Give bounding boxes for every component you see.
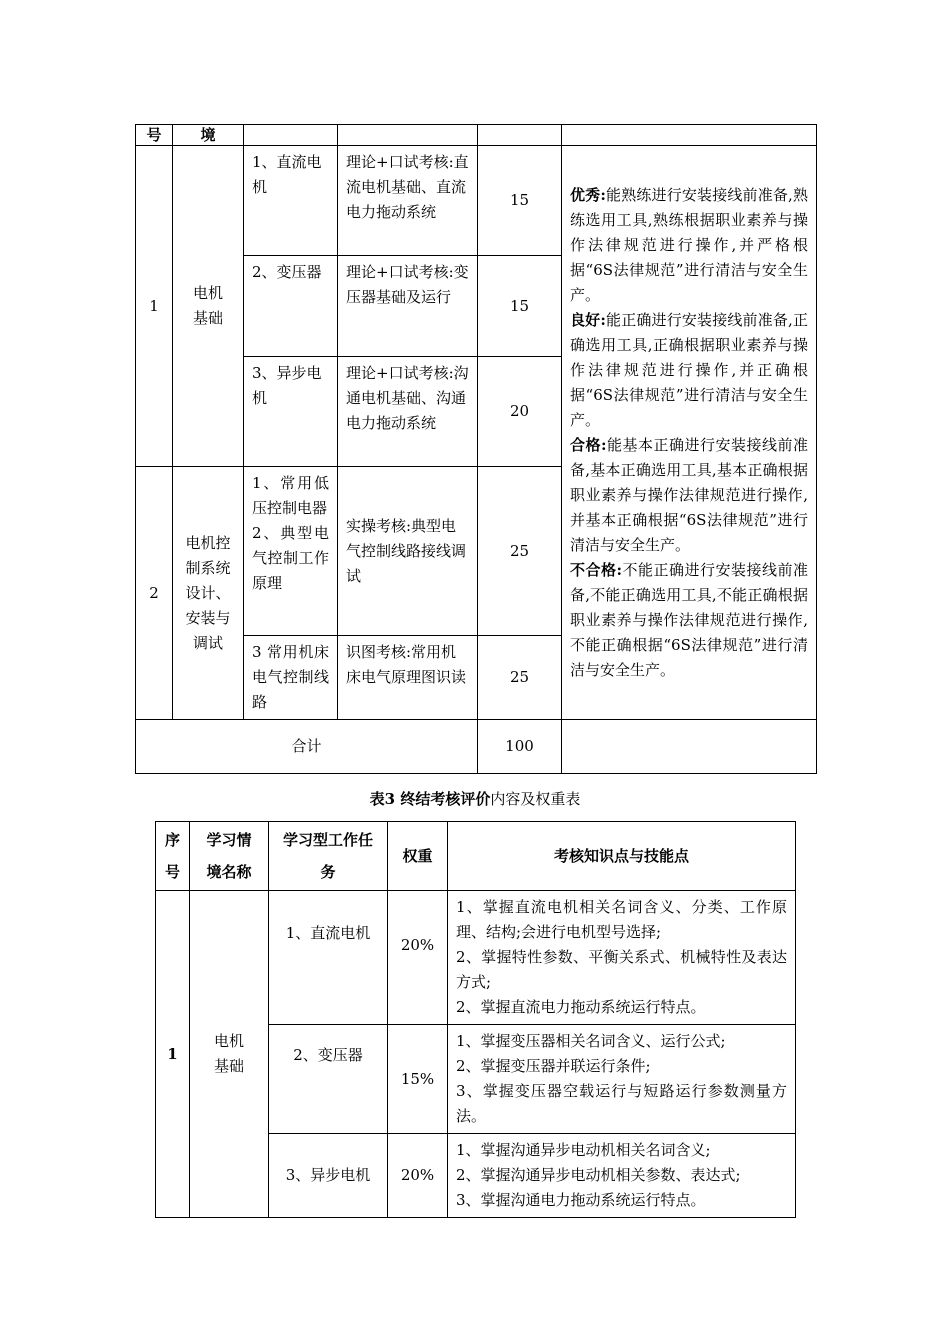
assessment-cell: 理论+口试考核:变压器基础及运行 [338,256,478,357]
eval-fail [570,558,808,683]
eval-text: 能正确进行安装接线前准备,正确选用工具,正确根据职业素养与操作法律规范进行操作,并正确根据“6S法律规范”进行清洁与安全生产。 [570,310,808,429]
seq-cell: 1 [156,891,190,1218]
seq-cell: 1 [136,146,173,467]
total-row [136,720,817,774]
total-label: 合计 [136,720,478,774]
assessment-cell: 理论+口试考核:沟通电机基础、沟通电力拖动系统 [338,357,478,467]
score-cell: 25 [478,467,562,636]
header-empty-cell [562,125,817,146]
assessment-cell: 理论+口试考核:直流电机基础、直流电力拖动系统 [338,146,478,256]
caption-bold: 表3 终结考核评价 [369,790,491,808]
header-points: 考核知识点与技能点 [448,822,796,891]
seq-cell: 2 [136,467,173,720]
points-cell: 1、掌握变压器相关名词含义、运行公式; 2、掌握变压器并联运行条件; 3、掌握变压器空载运行与短路运行参数测量方法。 [448,1025,796,1134]
table-header-row [156,822,796,891]
eval-level-label: 优秀: [570,185,606,204]
evaluation-criteria-cell [562,146,817,720]
eval-text: 不能正确进行安装接线前准备,不能正确选用工具,不能正确根据职业素养与操作法律规范进行操作,不能正确根据“6S法律规范”进行清洁与安全生产。 [570,560,808,679]
score-cell: 15 [478,256,562,357]
points-cell: 1、掌握直流电机相关名词含义、分类、工作原理、结构;会进行电机型号选择; 2、掌握特性参数、平衡关系式、机械特性及表达方式; 2、掌握直流电力拖动系统运行特点。 [448,891,796,1025]
score-cell: 15 [478,146,562,256]
score-cell: 20 [478,357,562,467]
task-cell: 1、直流电机 [269,891,388,1025]
eval-text: 能基本正确进行安装接线前准备,基本正确选用工具,基本正确根据职业素养与操作法律规范进行操作,并基本正确根据“6S法律规范”进行清洁与安全生产。 [570,435,808,554]
task-cell: 3 常用机床电气控制线路 [244,636,338,720]
assessment-cell: 识图考核:常用机床电气原理图识读 [338,636,478,720]
header-empty-cell [244,125,338,146]
task-cell: 1、常用低压控制电器 2、典型电气控制工作原理 [244,467,338,636]
empty-cell [562,720,817,774]
final-assessment-weight-table [155,821,796,1218]
weight-cell: 20% [388,1134,448,1218]
situation-cell: 电机 基础 [190,891,269,1218]
situation-cell: 电机 基础 [173,146,244,467]
table-row [156,891,796,1025]
eval-good [570,308,808,433]
header-empty-cell [478,125,562,146]
eval-level-label: 不合格: [570,560,623,579]
table-caption [0,788,950,810]
header-seq-cell: 号 [136,125,173,146]
points-cell: 1、掌握沟通异步电动机相关名词含义; 2、掌握沟通异步电动机相关参数、表达式; 3、掌握沟通电力拖动系统运行特点。 [448,1134,796,1218]
eval-excellent [570,183,808,308]
eval-text: 能熟练进行安装接线前准备,熟练选用工具,熟练根据职业素养与操作法律规范进行操作,并严格根据“6S法律规范”进行清洁与安全生产。 [570,185,808,304]
score-cell: 25 [478,636,562,720]
eval-pass [570,433,808,558]
table-header-row [136,125,817,146]
header-task: 学习型工作任 务 [269,822,388,891]
header-situation: 学习情 境名称 [190,822,269,891]
weight-cell: 15% [388,1025,448,1134]
total-value: 100 [478,720,562,774]
table-row [136,146,817,256]
task-cell: 3、异步电机 [244,357,338,467]
eval-level-label: 合格: [570,435,607,454]
header-situation-cell: 境 [173,125,244,146]
assessment-cell: 实操考核:典型电气控制线路接线调试 [338,467,478,636]
header-weight: 权重 [388,822,448,891]
header-empty-cell [338,125,478,146]
header-seq: 序 号 [156,822,190,891]
eval-level-label: 良好: [570,310,606,329]
weight-cell: 20% [388,891,448,1025]
task-cell: 3、异步电机 [269,1134,388,1218]
assessment-score-table [135,124,817,774]
task-cell: 2、变压器 [269,1025,388,1134]
task-cell: 1、直流电机 [244,146,338,256]
caption-rest: 内容及权重表 [490,790,581,808]
situation-cell: 电机控制系统设计、安装与调试 [173,467,244,720]
task-cell: 2、变压器 [244,256,338,357]
